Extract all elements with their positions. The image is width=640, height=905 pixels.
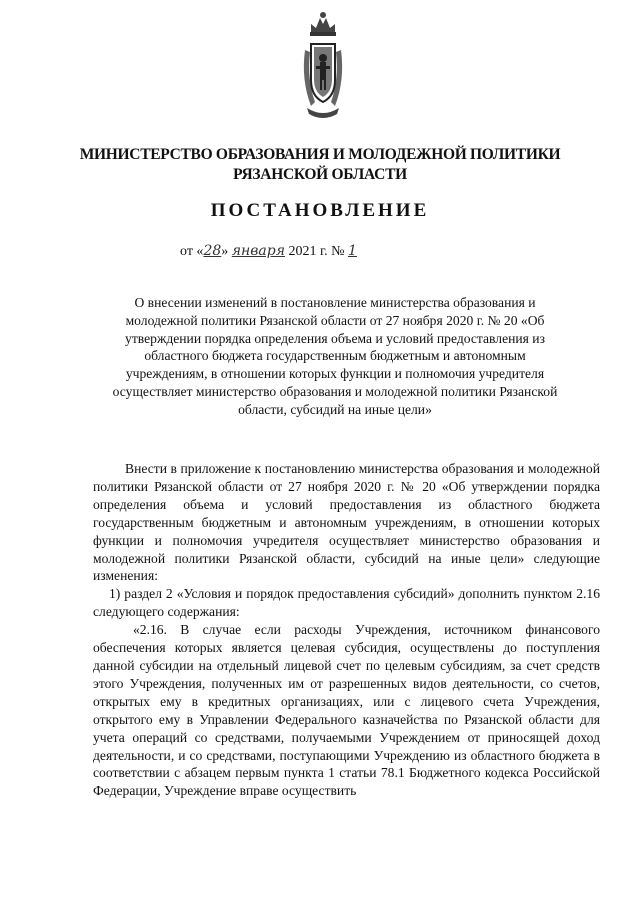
date-number-line: [180, 243, 510, 260]
document-subject: О внесении изменений в постановление министерства образования и молодежной политики Рязанской области от 27 ноября 2020 г. № 20 «Об утверждении порядка определения объема и условий предоставления из областного бюджета государственным бюджетным и автономным учреждениям, в отношении которых функции и полномочия учредителя осуществляет министерство образования и молодежной политики Рязанской области, субсидий на иные цели»: [112, 295, 558, 417]
document-type-title: ПОСТАНОВЛЕНИЕ: [210, 200, 430, 221]
date-year: 2021 г. №: [284, 244, 349, 259]
ministry-name-line2: РЯЗАНСКОЙ ОБЛАСТИ: [233, 166, 407, 183]
document-body: [93, 460, 600, 800]
body-paragraph: Внести в приложение к постановлению министерства образования и молодежной политики Рязанской области от 27 ноября 2020 г. № 20 «Об утверждении порядка определения объема и условий предоставления из областного бюджета государственным бюджетным и автономным учреждениям, в отношении которых функции и полномочия учредителя осуществляет министерство образования и молодежной политики Рязанской области, субсидий на иные цели» следующие изменения:: [93, 461, 600, 584]
date-month: января: [231, 243, 285, 259]
date-day: 28: [203, 243, 222, 259]
date-separator: »: [221, 244, 232, 259]
ministry-name-line1: МИНИСТЕРСТВО ОБРАЗОВАНИЯ И МОЛОДЕЖНОЙ ПОЛИТИКИ: [79, 146, 561, 163]
document-number: 1: [348, 243, 357, 259]
body-paragraph: 1) раздел 2 «Условия и порядок предоставления субсидий» дополнить пунктом 2.16 следующего содержания:: [93, 586, 600, 620]
date-prefix: от «: [180, 244, 204, 259]
body-paragraph: «2.16. В случае если расходы Учреждения, источником финансового обеспечения которых является целевая субсидия, осуществлены до поступления данной субсидии на отдельный лицевой счет по целевым субсидиям, за счет средств этого Учреждения, полученных им от разрешенных видов деятельности, со счетов, открытых ему в кредитных организациях, или с лицевого счета Учреждения, открытого ему в Управлении Федерального казначейства по Рязанской области для учета операций со средствами, получаемыми Учреждением от приносящей доход деятельности, и со средствами, поступающими Учреждению из областного бюджета в соответствии с абзацем первым пункта 1 статьи 78.1 Бюджетного кодекса Российской Федерации, Учреждение вправе осуществить: [93, 622, 600, 799]
ryazan-coat-of-arms-icon: [301, 10, 345, 122]
